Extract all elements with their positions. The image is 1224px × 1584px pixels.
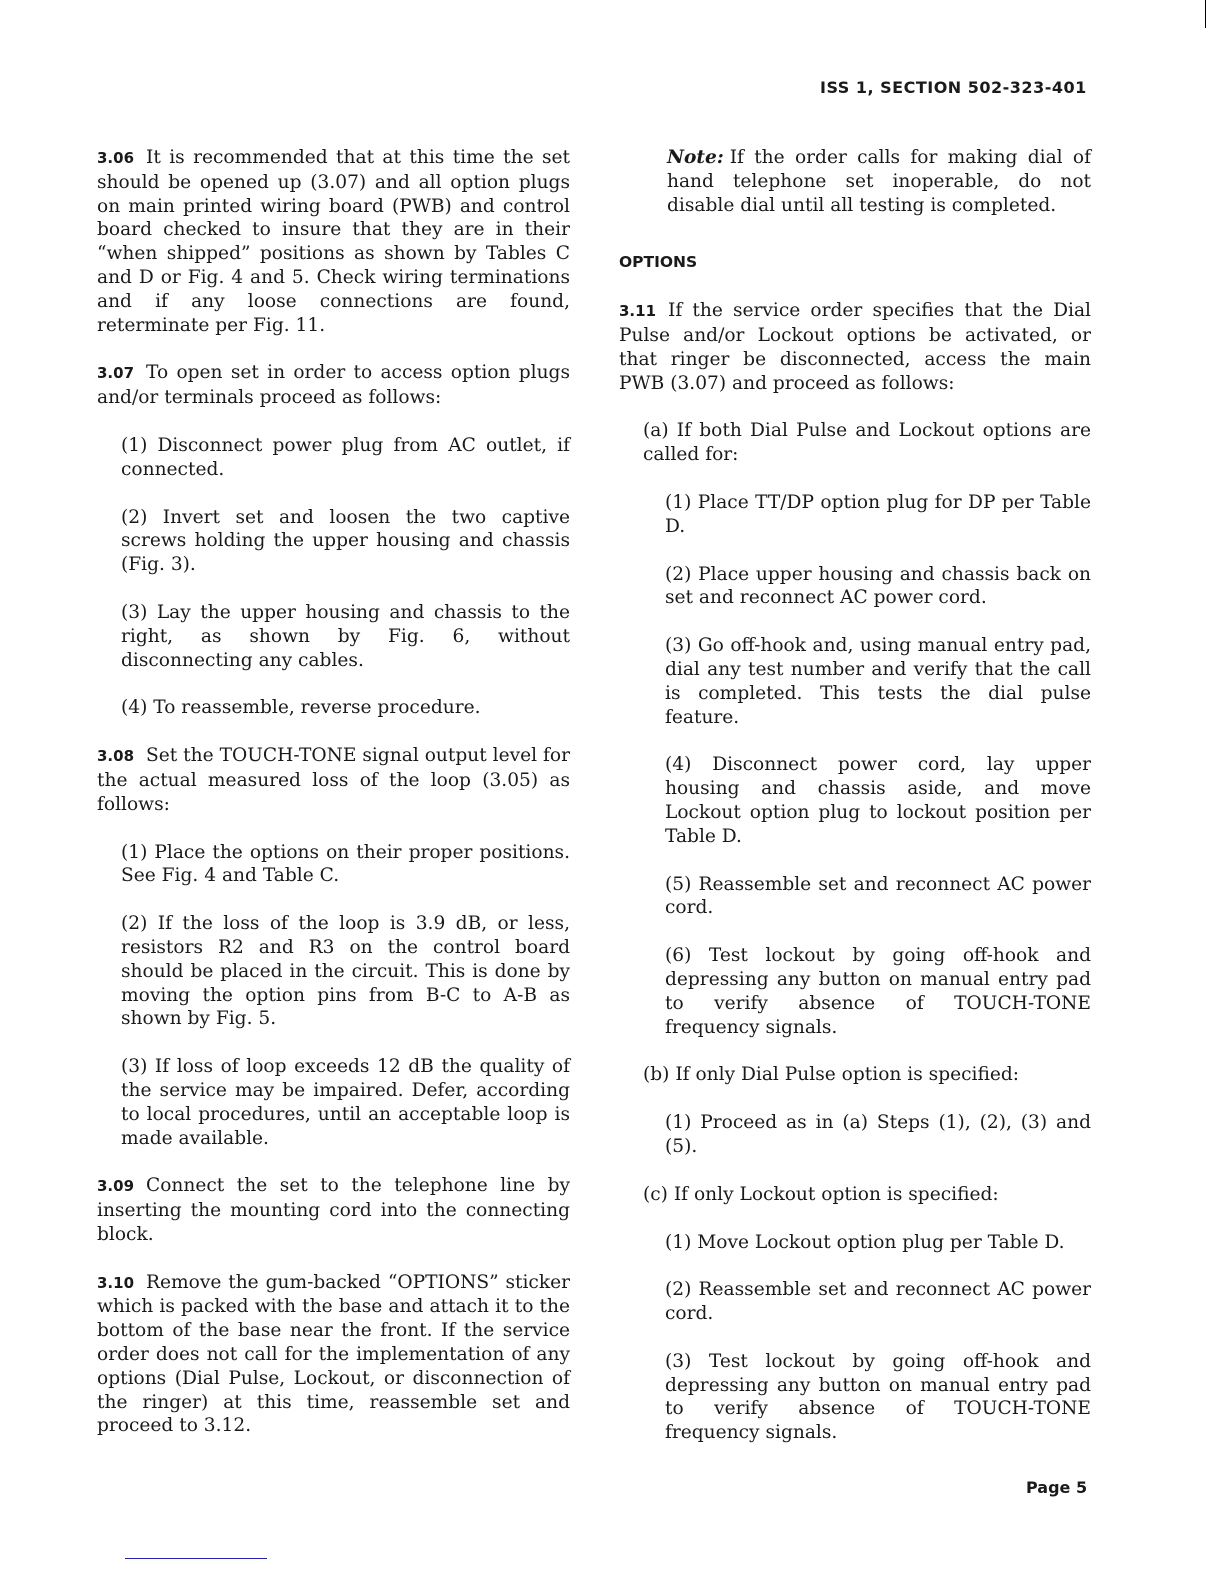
- step-item: (5) Reassemble set and reconnect AC power cord.: [665, 873, 1091, 919]
- paragraph-3-07: [97, 361, 570, 410]
- step-item: (1) Place TT/DP option plug for DP per Table D.: [665, 491, 1091, 537]
- step-item: (3) Lay the upper housing and chassis to the right, as shown by Fig. 6, without disconnecting any cables.: [121, 601, 570, 671]
- paragraph-3-06: [97, 146, 570, 337]
- paragraph-number: 3.10: [97, 1273, 135, 1292]
- right-column: [619, 146, 1091, 1469]
- case-item-c: (c) If only Lockout option is specified:: [643, 1183, 999, 1205]
- step-item: (2) Invert set and loosen the two captive screws holding the upper housing and chassis (Fig. 3).: [121, 506, 570, 576]
- note-label: Note:: [667, 147, 724, 168]
- paragraph-text: Remove the gum-backed “OPTIONS” sticker which is packed with the base and attach it to the bottom of the base near the front. If the service order does not call for the implementation of any options (Dial Pulse, Lockout, or disconnection of the ringer) at this time, reassemble set and proceed to 3.12.: [97, 1271, 570, 1437]
- step-item: (3) If loss of loop exceeds 12 dB the quality of the service may be impaired. Defer, according to local procedures, until an acceptable loop is made available.: [121, 1056, 570, 1149]
- note-block: [619, 146, 1091, 217]
- paragraph-text: Connect the set to the telephone line by inserting the mounting cord into the connecting block.: [97, 1175, 570, 1245]
- step-item: (2) If the loss of the loop is 3.9 dB, or less, resistors R2 and R3 on the control board should be placed in the circuit. This is done by moving the option pins from B-C to A-B as shown by Fig. 5.: [121, 913, 570, 1030]
- paragraph-number: 3.11: [619, 302, 657, 321]
- step-item: (2) Place upper housing and chassis back on set and reconnect AC power cord.: [665, 563, 1091, 609]
- note-text: If the order calls for making dial of hand telephone set inoperable, do not disable dial until all testing is completed.: [667, 147, 1091, 216]
- paragraph-text: To open set in order to access option plugs and/or terminals proceed as follows:: [97, 362, 570, 409]
- case-item-a: (a) If both Dial Pulse and Lockout options are called for:: [643, 420, 1091, 466]
- section-heading-options: OPTIONS: [619, 253, 698, 272]
- paragraph-3-10: [97, 1271, 570, 1439]
- paragraph-3-08: [97, 744, 570, 816]
- paragraph-number: 3.06: [97, 149, 135, 167]
- step-item: (1) Place the options on their proper positions. See Fig. 4 and Table C.: [121, 841, 570, 887]
- page-edge-mark: [1205, 0, 1206, 28]
- step-item: (4) To reassemble, reverse procedure.: [121, 697, 481, 719]
- step-item: (4) Disconnect power cord, lay upper housing and chassis aside, and move Lockout option plug to lockout position per Table D.: [665, 754, 1091, 847]
- page-header: ISS 1, SECTION 502-323-401: [820, 78, 1087, 97]
- step-item: (6) Test lockout by going off-hook and depressing any button on manual entry pad to verify absence of TOUCH-TONE frequency signals.: [665, 945, 1091, 1038]
- left-column: [97, 146, 570, 1462]
- paragraph-text: If the service order specifies that the Dial Pulse and/or Lockout options be activated, or that ringer be disconnected, access the main PWB (3.07) and proceed as follows:: [619, 300, 1091, 394]
- paragraph-number: 3.08: [97, 747, 135, 766]
- paragraph-text: It is recommended that at this time the set should be opened up (3.07) and all option plugs on main printed wiring board (PWB) and control board checked to insure that they are in their “when shipped” positions as shown by Tables C and D or Fig. 4 and 5. Check wiring terminations and if any loose connections are found, reterminate per Fig. 11.: [97, 147, 570, 336]
- paragraph-3-09: [97, 1174, 570, 1246]
- step-item: (1) Disconnect power plug from AC outlet, if connected.: [121, 434, 570, 480]
- paragraph-number: 3.07: [97, 364, 135, 383]
- step-item: (3) Go off-hook and, using manual entry pad, dial any test number and verify that the call is completed. This tests the dial pulse feature.: [665, 635, 1091, 728]
- step-item: (1) Proceed as in (a) Steps (1), (2), (3) and (5).: [665, 1112, 1091, 1157]
- step-item: (1) Move Lockout option plug per Table D.: [665, 1231, 1065, 1253]
- paragraph-text: Set the TOUCH-TONE signal output level for the actual measured loss of the loop (3.05) as follows:: [97, 745, 570, 815]
- case-item-b: (b) If only Dial Pulse option is specified:: [643, 1064, 1020, 1086]
- paragraph-number: 3.09: [97, 1177, 135, 1196]
- step-item: (3) Test lockout by going off-hook and depressing any button on manual entry pad to verify absence of TOUCH-TONE frequency signals.: [665, 1350, 1091, 1444]
- paragraph-3-11: [619, 299, 1091, 395]
- footnote-rule: [125, 1558, 267, 1559]
- page-number: Page 5: [1026, 1478, 1088, 1497]
- step-item: (2) Reassemble set and reconnect AC power cord.: [665, 1279, 1091, 1325]
